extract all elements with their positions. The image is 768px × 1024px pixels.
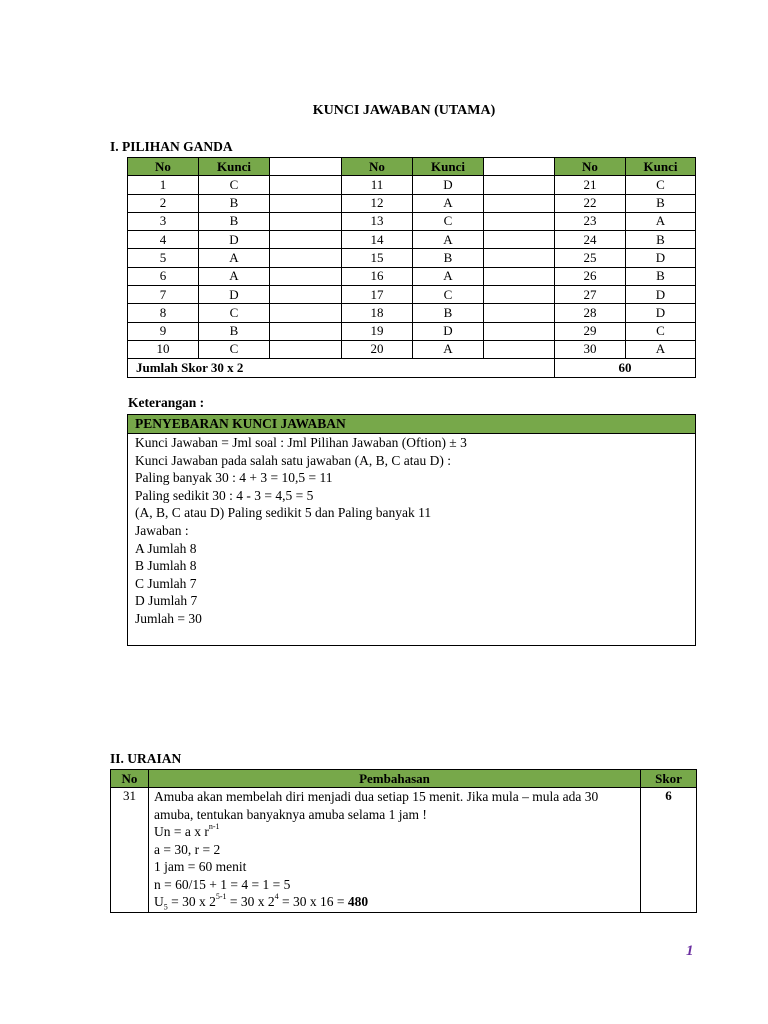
question-number-cell: 7: [128, 286, 199, 304]
answer-key-cell: C: [626, 322, 696, 340]
answer-key-cell: B: [199, 322, 270, 340]
table-row: [128, 176, 696, 194]
table-row: [128, 231, 696, 249]
question-number-cell: 28: [555, 304, 626, 322]
spacer-cell: [484, 212, 555, 230]
spacer-cell: [270, 322, 342, 340]
answer-key-cell: C: [413, 212, 484, 230]
distribution-lines: [128, 434, 695, 628]
spacer-cell: [270, 304, 342, 322]
spacer-cell: [270, 267, 342, 285]
spacer-cell: [484, 304, 555, 322]
essay-header-no: No: [111, 770, 149, 788]
spacer-cell: [270, 212, 342, 230]
question-number-cell: 17: [342, 286, 413, 304]
header-spacer: [484, 158, 555, 176]
table-row: [128, 286, 696, 304]
answer-key-cell: A: [413, 194, 484, 212]
answer-key-cell: D: [626, 286, 696, 304]
final-answer: 480: [347, 894, 369, 910]
question-number-cell: 14: [342, 231, 413, 249]
answer-key-cell: A: [199, 249, 270, 267]
answer-key-cell: D: [626, 304, 696, 322]
distribution-line: Paling banyak 30 : 4 + 3 = 10,5 = 11: [135, 470, 333, 486]
answer-key-cell: D: [199, 231, 270, 249]
result-part: = 30 x 16 =: [278, 894, 348, 910]
question-number-cell: 6: [128, 267, 199, 285]
document-title: KUNCI JAWABAN (UTAMA): [312, 103, 496, 118]
answer-key-cell: B: [199, 194, 270, 212]
question-number-cell: 15: [342, 249, 413, 267]
question-number-cell: 27: [555, 286, 626, 304]
total-value: 60: [555, 359, 696, 377]
essay-score: 6: [641, 788, 697, 913]
question-number-cell: 16: [342, 267, 413, 285]
spacer-cell: [270, 231, 342, 249]
answer-key-cell: C: [199, 304, 270, 322]
given-line: a = 30, r = 2: [154, 841, 221, 857]
answer-key-cell: C: [199, 176, 270, 194]
spacer-cell: [484, 176, 555, 194]
answer-key-body: [128, 176, 696, 359]
table-row: [128, 322, 696, 340]
result-exponent: 4: [274, 892, 279, 902]
distribution-line: Kunci Jawaban = Jml soal : Jml Pilihan Jawaban (Oftion) ± 3: [135, 435, 467, 450]
answer-key-cell: B: [413, 249, 484, 267]
question-number-cell: 26: [555, 267, 626, 285]
answer-key-cell: A: [626, 212, 696, 230]
result-part: = 30 x 2: [226, 894, 275, 910]
spacer-cell: [270, 249, 342, 267]
distribution-line: (A, B, C atau D) Paling sedikit 5 dan Paling banyak 11: [135, 505, 432, 521]
question-number-cell: 23: [555, 212, 626, 230]
page-number: 1: [686, 943, 694, 959]
answer-key-cell: B: [626, 267, 696, 285]
answer-key-cell: A: [199, 267, 270, 285]
question-number-cell: 2: [128, 194, 199, 212]
header-kunci: Kunci: [199, 158, 270, 176]
header-kunci: Kunci: [626, 158, 696, 176]
header-no: No: [555, 158, 626, 176]
question-number-cell: 19: [342, 322, 413, 340]
answer-key-table: [127, 157, 696, 378]
spacer-cell: [270, 286, 342, 304]
answer-key-cell: C: [199, 340, 270, 358]
distribution-line: Paling sedikit 30 : 4 - 3 = 4,5 = 5: [135, 487, 314, 503]
spacer-cell: [484, 286, 555, 304]
distribution-line: Kunci Jawaban pada salah satu jawaban (A, B, C atau D) :: [135, 452, 452, 468]
distribution-line: D Jumlah 7: [135, 593, 198, 609]
spacer-cell: [484, 231, 555, 249]
header-spacer: [270, 158, 342, 176]
total-row: [128, 359, 696, 377]
formula-base: Un = a x r: [154, 824, 209, 840]
table-row: [128, 340, 696, 358]
spacer-cell: [484, 267, 555, 285]
question-number-cell: 12: [342, 194, 413, 212]
question-number-cell: 8: [128, 304, 199, 322]
question-number-cell: 3: [128, 212, 199, 230]
table-header-row: [128, 158, 696, 176]
table-row: [128, 194, 696, 212]
question-number-cell: 13: [342, 212, 413, 230]
essay-solution: [149, 788, 641, 913]
question-number-cell: 10: [128, 340, 199, 358]
answer-key-cell: A: [413, 340, 484, 358]
answer-key-cell: B: [199, 212, 270, 230]
question-number-cell: 29: [555, 322, 626, 340]
answer-key-cell: B: [413, 304, 484, 322]
spacer-cell: [270, 340, 342, 358]
u-subscript: 5: [163, 902, 168, 912]
question-number-cell: 9: [128, 322, 199, 340]
result-exponent: 5-1: [215, 892, 227, 902]
question-number-cell: 24: [555, 231, 626, 249]
answer-key-cell: A: [413, 231, 484, 249]
formula-exponent: n-1: [208, 822, 220, 832]
spacer-cell: [270, 194, 342, 212]
distribution-line: B Jumlah 8: [135, 558, 197, 574]
spacer-cell: [484, 249, 555, 267]
distribution-box: [127, 414, 696, 646]
result-part: = 30 x 2: [167, 894, 216, 910]
header-kunci: Kunci: [413, 158, 484, 176]
essay-header-row: [111, 770, 697, 788]
distribution-line: Jumlah = 30: [135, 610, 202, 626]
table-row: [128, 212, 696, 230]
n-calculation-line: n = 60/15 + 1 = 4 = 1 = 5: [154, 876, 291, 892]
question-line: amuba, tentukan banyaknya amuba selama 1 jam !: [154, 806, 427, 822]
total-label: Jumlah Skor 30 x 2: [128, 359, 555, 377]
question-number-cell: 1: [128, 176, 199, 194]
answer-key-cell: D: [199, 286, 270, 304]
table-row: [128, 304, 696, 322]
spacer-cell: [484, 340, 555, 358]
answer-key-cell: B: [626, 231, 696, 249]
time-line: 1 jam = 60 menit: [154, 859, 247, 875]
question-line: Amuba akan membelah diri menjadi dua setiap 15 menit. Jika mula – mula ada 30: [154, 789, 599, 805]
answer-key-cell: D: [413, 322, 484, 340]
answer-key-cell: C: [626, 176, 696, 194]
table-row: [128, 267, 696, 285]
spacer-cell: [484, 194, 555, 212]
section-heading-pilihan-ganda: I. PILIHAN GANDA: [110, 139, 233, 154]
answer-key-cell: A: [626, 340, 696, 358]
question-number-cell: 18: [342, 304, 413, 322]
section-heading-uraian: II. URAIAN: [110, 751, 182, 766]
question-number-cell: 11: [342, 176, 413, 194]
keterangan-label: Keterangan :: [128, 395, 205, 410]
answer-key-cell: D: [626, 249, 696, 267]
essay-header-pembahasan: Pembahasan: [149, 770, 641, 788]
distribution-box-title: PENYEBARAN KUNCI JAWABAN: [128, 415, 695, 434]
question-number-cell: 21: [555, 176, 626, 194]
header-no: No: [342, 158, 413, 176]
question-number-cell: 25: [555, 249, 626, 267]
answer-key-cell: A: [413, 267, 484, 285]
essay-header-skor: Skor: [641, 770, 697, 788]
distribution-line: C Jumlah 7: [135, 575, 197, 591]
essay-number: 31: [111, 788, 149, 913]
distribution-line: A Jumlah 8: [135, 540, 197, 556]
answer-key-cell: C: [413, 286, 484, 304]
essay-row: [111, 788, 697, 913]
table-row: [128, 249, 696, 267]
result-line: [154, 893, 640, 912]
question-number-cell: 5: [128, 249, 199, 267]
answer-key-cell: B: [626, 194, 696, 212]
answer-key-cell: D: [413, 176, 484, 194]
question-number-cell: 22: [555, 194, 626, 212]
essay-table: [110, 769, 697, 913]
spacer-cell: [484, 322, 555, 340]
formula-line: [154, 823, 640, 841]
question-number-cell: 20: [342, 340, 413, 358]
header-no: No: [128, 158, 199, 176]
question-number-cell: 4: [128, 231, 199, 249]
question-number-cell: 30: [555, 340, 626, 358]
distribution-line: Jawaban :: [135, 522, 189, 538]
u-symbol: U: [154, 894, 164, 910]
spacer-cell: [270, 176, 342, 194]
